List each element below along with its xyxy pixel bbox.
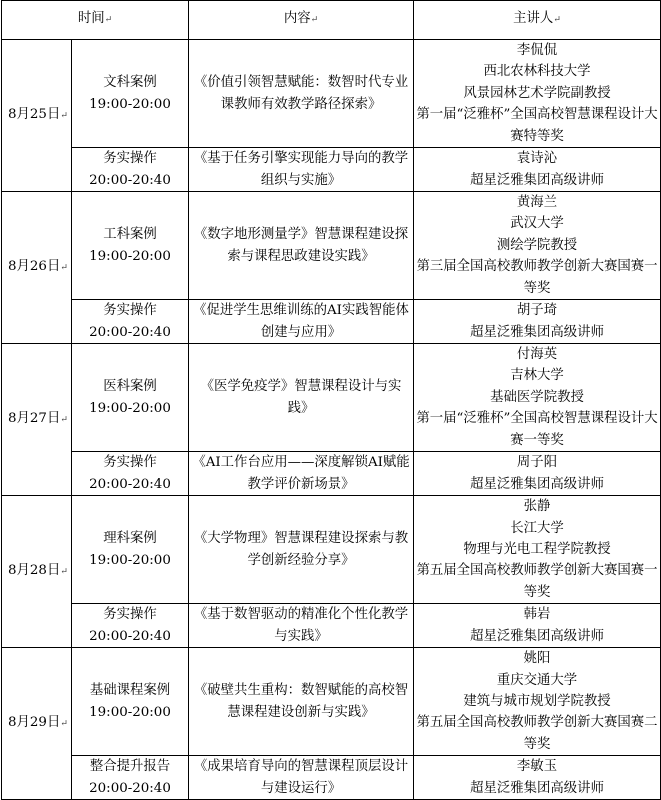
table-row [2,604,661,648]
date-cell: 8月27日↵ [2,344,72,496]
table-row [2,344,661,452]
table-row [2,300,661,344]
session-content-cell: 《医学免疫学》智慧课程设计与实践》 [189,344,414,452]
table-row [2,452,661,496]
session-time-cell: 务实操作 20:00-20:40 [72,148,189,192]
date-cell: 8月25日↵ [2,40,72,192]
session-time-cell: 文科案例 19:00-20:00 [72,40,189,148]
session-content-cell: 《大学物理》智慧课程建设探索与教学创新经验分享》 [189,496,414,604]
speaker-cell: 张静 长江大学 物理与光电工程学院教授 第五届全国高校教师教学创新大赛国赛一等奖 [414,496,661,604]
date-cell: 8月28日↵ [2,496,72,648]
table-row [2,40,661,148]
speaker-cell: 李敏玉 超星泛雅集团高级讲师 [414,756,661,800]
session-time-cell: 工科案例 19:00-20:00 [72,192,189,300]
session-time-cell: 基础课程案例 19:00-20:00 [72,648,189,756]
session-time-cell: 整合提升报告 20:00-20:40 [72,756,189,800]
speaker-cell: 韩岩 超星泛雅集团高级讲师 [414,604,661,648]
speaker-cell: 黄海兰 武汉大学 测绘学院教授 第三届全国高校教师教学创新大赛国赛一等奖 [414,192,661,300]
header-speaker: 主讲人↵ [414,1,661,40]
session-time-cell: 务实操作 20:00-20:40 [72,452,189,496]
session-content-cell: 《AI工作台应用——深度解锁AI赋能教学评价新场景》 [189,452,414,496]
speaker-cell: 姚阳 重庆交通大学 建筑与城市规划学院教授 第五届全国高校教师教学创新大赛国赛二等奖 [414,648,661,756]
date-cell: 8月29日↵ [2,648,72,800]
speaker-cell: 周子阳 超星泛雅集团高级讲师 [414,452,661,496]
date-cell: 8月26日↵ [2,192,72,344]
speaker-cell: 李侃侃 西北农林科技大学 风景园林艺术学院副教授 第一届“泛雅杯”全国高校智慧课程设计大赛特等奖 [414,40,661,148]
session-time-cell: 务实操作 20:00-20:40 [72,604,189,648]
table-row [2,192,661,300]
table-row [2,148,661,192]
session-content-cell: 《数字地形测量学》智慧课程建设探索与课程思政建设实践》 [189,192,414,300]
session-content-cell: 《基于数智驱动的精准化个性化教学与实践》 [189,604,414,648]
speaker-cell: 付海英 吉林大学 基础医学院教授 第一届“泛雅杯”全国高校智慧课程设计大赛一等奖 [414,344,661,452]
schedule-table [1,0,661,800]
session-time-cell: 务实操作 20:00-20:40 [72,300,189,344]
session-content-cell: 《破壁共生重构：数智赋能的高校智慧课程建设创新与实践》 [189,648,414,756]
table-row [2,648,661,756]
session-content-cell: 《基于任务引擎实现能力导向的教学组织与实施》 [189,148,414,192]
table-row [2,756,661,800]
session-content-cell: 《价值引领智慧赋能：数智时代专业课教师有效教学路径探索》 [189,40,414,148]
header-content: 内容↵ [189,1,414,40]
session-time-cell: 理科案例 19:00-20:00 [72,496,189,604]
session-content-cell: 《成果培育导向的智慧课程顶层设计与建设运行》 [189,756,414,800]
session-time-cell: 医科案例 19:00-20:00 [72,344,189,452]
session-content-cell: 《促进学生思维训练的AI实践智能体创建与应用》 [189,300,414,344]
speaker-cell: 胡子琦 超星泛雅集团高级讲师 [414,300,661,344]
header-time: 时间↵ [2,1,189,40]
speaker-cell: 袁诗沁 超星泛雅集团高级讲师 [414,148,661,192]
table-header-row [2,1,661,40]
table-row [2,496,661,604]
